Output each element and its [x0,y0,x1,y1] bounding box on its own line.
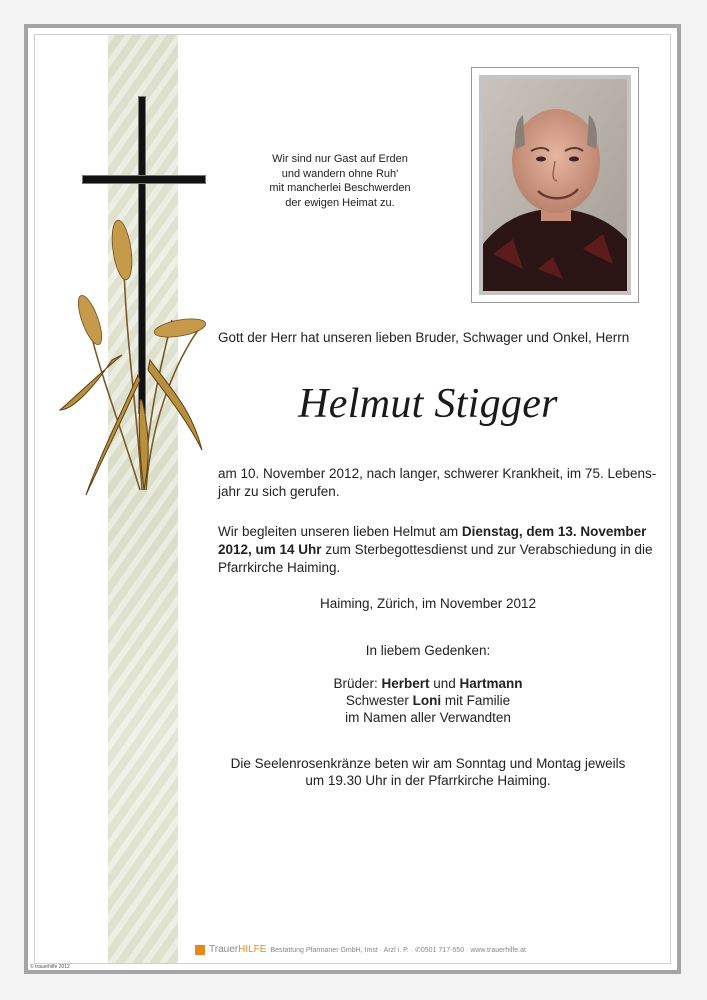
mourners-sister [218,692,638,709]
mourners-label: Schwester [345,693,413,708]
funeral-time-bold: 2012, um 14 Uhr [218,542,322,557]
funeral-line-1 [218,523,648,541]
portrait-photo [483,79,627,291]
poem-line: mit mancherlei Beschwerden [269,182,411,194]
mourner-name: Herbert [381,676,430,691]
mourners-relatives: im Namen aller Verwandten [345,710,511,725]
brand-name [209,944,266,955]
death-notice-line: am 10. November 2012, nach langer, schwerer Krankheit, im 75. Lebens- [218,466,657,481]
mourners-suffix: mit Familie [441,693,511,708]
copyright: © trauerhilfe 2012 [30,964,70,970]
death-notice-line: jahr zu sich gerufen. [218,484,340,499]
poem-line: und wandern ohne Ruh' [281,167,399,180]
funeral-date-bold: Dienstag, dem 13. November [461,524,647,539]
brand-part: Trauer [209,944,239,955]
rosary-notice [218,755,638,789]
mourners-conjunction: und [429,676,460,691]
funeral-text: zum Sterbegottesdienst und zur Verabschiedung in die [321,542,653,557]
cross-bar [82,175,206,184]
mourners-brothers [218,675,638,692]
wheat-icon [52,210,222,505]
poem-line: Wir sind nur Gast auf Erden [272,153,408,165]
memory-heading [218,642,638,659]
place-date-text: Haiming, Zürich, im November 2012 [319,596,537,611]
mourner-name: Loni [412,693,442,708]
trauerhilfe-logo [195,945,205,955]
mourners-list [218,675,638,726]
brand-accent: HILFE [238,944,267,955]
funeral-line-3: Pfarrkirche Haiming. [218,560,341,575]
poem-line: der ewigen Heimat zu. [285,196,395,209]
deceased-name: Helmut Stigger [298,381,558,427]
footer [195,944,655,955]
funeral-text: Wir begleiten unseren lieben Helmut am [218,524,462,539]
mourner-name: Hartmann [459,676,523,691]
memorial-poem [240,152,440,210]
funeral-line-2 [218,541,653,559]
death-notice [218,465,657,501]
rosary-line: um 19.30 Uhr in der Pfarrkirche Haiming. [305,773,551,788]
mourners-label: Brüder: [333,676,382,691]
intro-text: Gott der Herr hat unseren lieben Bruder, Schwager und Onkel, Herrn [218,330,630,345]
rosary-line: Die Seelenrosenkränze beten wir am Sonntag und Montag jeweils [230,756,626,771]
footer-text: Bestattung Pfarmaner GmbH, Imst · Arzl i. P. · ✆0501 717-550 · www.trauerhilfe.at [270,946,526,954]
place-date [218,595,638,612]
funeral-notice [218,523,653,577]
memory-heading-text: In liebem Gedenken: [365,643,491,658]
